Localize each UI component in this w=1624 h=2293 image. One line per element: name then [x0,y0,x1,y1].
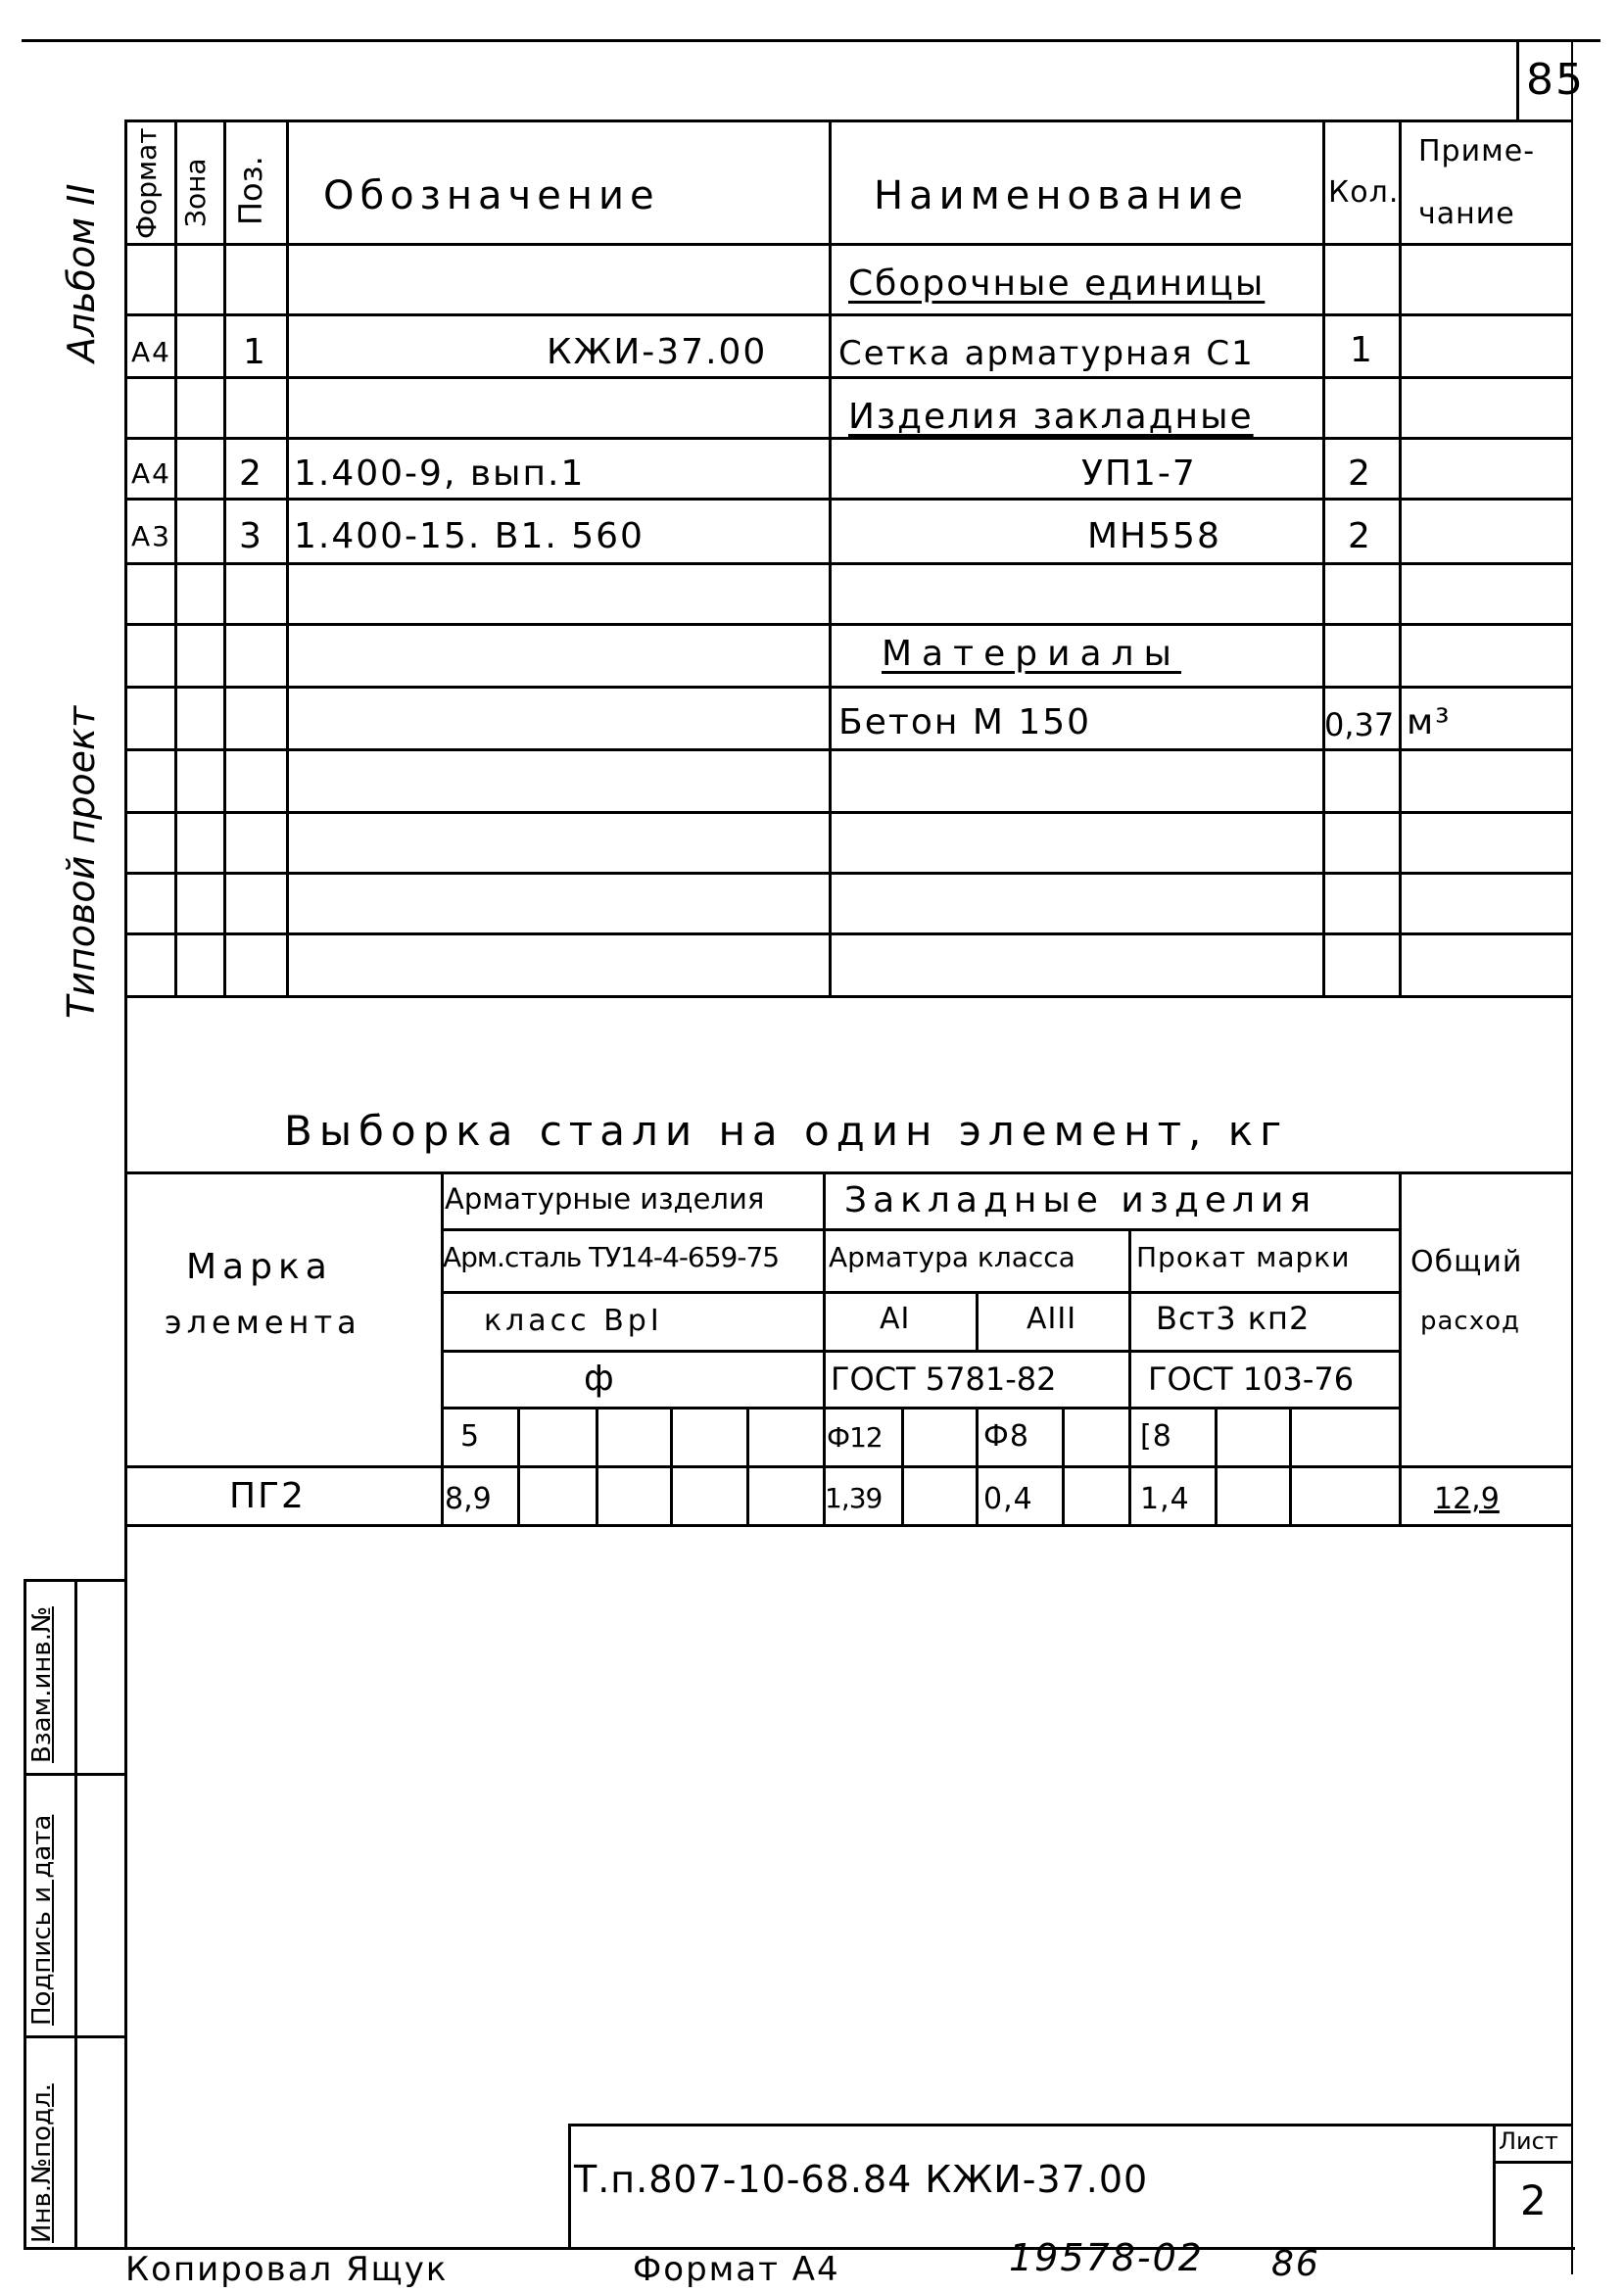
steel-size-d12: Ф12 [827,1421,883,1454]
spec-line-header [124,243,1572,246]
spec-pos: 3 [239,516,263,556]
steel-gost-5781: ГОСТ 5781-82 [831,1361,1057,1398]
steel-line [441,1228,1401,1231]
frame-top-line [22,39,1600,42]
spec-col-line [1399,119,1402,995]
spec-line [124,748,1572,751]
header-zone: Зона [179,158,212,227]
steel-col-line [596,1407,598,1524]
spec-designation: 1.400-9, вып.1 [294,454,586,494]
spec-line [124,932,1572,935]
header-name: Наименование [874,173,1249,218]
steel-mark-2: элемента [165,1304,361,1341]
stamp-sheet-label: Лист [1499,2127,1558,2155]
stamp-sheet-line [1493,2161,1573,2164]
steel-phi: ф [584,1359,616,1399]
header-note-2: чание [1418,197,1515,231]
spec-section-title: Материалы [882,634,1181,674]
spec-col-line [286,119,289,995]
margin-strip-line-2 [24,2035,125,2038]
spec-line [124,313,1572,316]
spec-line [124,686,1572,689]
footer-format: Формат А4 [633,2250,840,2289]
vzam-inv-label: Взам.инв.№ [27,1606,57,1763]
steel-rebar-class: Арматура класса [829,1241,1075,1273]
frame-left-line [124,121,127,2247]
sheet-number-box-left [1516,39,1519,121]
header-format: Формат [130,127,163,239]
steel-line-bottom [124,1524,1572,1527]
steel-line [441,1350,1401,1353]
spec-col-line [1322,119,1325,995]
spec-line [124,811,1572,814]
steel-vst: Вст3 кп2 [1156,1300,1311,1337]
header-pos: Поз. [232,156,269,225]
frame-right-line [1571,39,1573,2274]
spec-col-line [223,119,226,995]
spec-format: А4 [131,457,171,490]
steel-col-line [746,1407,749,1524]
header-qty: Кол. [1328,175,1400,210]
footer-copied: Копировал Ящук [125,2250,449,2289]
steel-size-c8: [8 [1140,1419,1172,1454]
spec-line [124,376,1572,379]
steel-class-vp: класс ВрI [484,1304,663,1338]
header-designation: Обозначение [323,173,660,218]
steel-row-mark: ПГ2 [229,1476,306,1516]
footer-page: 86 [1271,2244,1320,2284]
steel-col-line [976,1407,979,1524]
steel-gost-103: ГОСТ 103-76 [1148,1361,1355,1398]
steel-col-line [670,1407,673,1524]
sheet-number: 85 [1526,55,1585,105]
steel-total-2: расход [1420,1307,1521,1336]
steel-mark-1: Марка [186,1247,333,1287]
spec-line-top [124,119,1572,122]
steel-arm-steel: Арм.сталь ТУ14-4-659-75 [443,1241,780,1273]
steel-total-1: Общий [1410,1245,1523,1279]
steel-size-d8: Ф8 [983,1419,1029,1454]
steel-title: Выборка стали на один элемент, кг [284,1107,1289,1155]
steel-row-v8: 0,4 [983,1482,1033,1516]
spec-line [124,623,1572,626]
project-label: Типовой проект [60,705,103,1019]
steel-line-header-bottom [124,1465,1572,1468]
steel-line-top [124,1171,1572,1174]
spec-line [124,562,1572,565]
spec-line-bottom [124,995,1572,998]
spec-pos: 2 [239,454,263,494]
steel-a1: АI [880,1302,911,1336]
spec-name: УП1-7 [1081,454,1197,494]
sign-date-label: Подпись и дата [27,1814,57,2026]
spec-section-title: Изделия закладные [848,397,1254,437]
steel-row-v5: 8,9 [445,1482,492,1516]
steel-col-line [1289,1407,1292,1524]
steel-col-line [976,1291,979,1350]
stamp-sheet-divider [1493,2124,1496,2249]
margin-strip-left [24,1579,26,2247]
steel-a3: АIII [1027,1302,1077,1336]
steel-line [441,1291,1401,1294]
stamp-left [568,2124,571,2249]
spec-line [124,872,1572,875]
steel-col-line [1062,1407,1065,1524]
spec-name: МН558 [1087,516,1221,556]
margin-strip-divider [74,1579,77,2247]
spec-qty: 1 [1350,330,1374,370]
steel-col-line [441,1171,444,1524]
steel-line [441,1407,1401,1409]
margin-strip-line-1 [24,1773,125,1776]
steel-size-d5: 5 [460,1419,481,1454]
steel-row-vc8: 1,4 [1140,1482,1190,1516]
spec-qty: 0,37 [1324,706,1395,743]
steel-embedded: Закладные изделия [844,1180,1317,1220]
steel-col-line [1399,1171,1402,1524]
steel-rolled: Прокат марки [1136,1241,1351,1273]
album-label: Альбом II [60,183,103,362]
spec-col-line [829,119,832,995]
spec-format: А3 [131,520,171,552]
steel-row-v12: 1,39 [825,1482,883,1514]
inv-orig-label: Инв.№подл. [27,2083,57,2243]
spec-line [124,498,1572,501]
steel-col-line [1128,1228,1131,1524]
steel-col-line [901,1407,904,1524]
steel-row-total: 12,9 [1434,1482,1500,1516]
stamp-code: Т.п.807-10-68.84 КЖИ-37.00 [574,2158,1149,2201]
header-note-1: Приме- [1418,134,1536,168]
spec-qty: 2 [1348,454,1372,494]
stamp-top [568,2124,1573,2126]
spec-designation: 1.400-15. В1. 560 [294,516,645,556]
footer-order: 19578-02 [1009,2236,1204,2279]
stamp-sheet-number: 2 [1520,2176,1549,2224]
spec-designation: КЖИ-37.00 [547,332,768,372]
steel-col-line [1215,1407,1218,1524]
steel-arm-items: Арматурные изделия [445,1182,765,1216]
spec-section-title: Сборочные единицы [848,263,1266,304]
steel-col-line [517,1407,520,1524]
spec-qty: 2 [1348,516,1372,556]
spec-format: А4 [131,336,171,368]
spec-name: Сетка арматурная С1 [838,334,1255,373]
spec-name: Бетон М 150 [838,702,1092,742]
spec-line [124,437,1572,440]
spec-pos: 1 [243,332,267,372]
steel-col-line [823,1171,826,1524]
spec-note: м³ [1407,702,1452,742]
spec-col-line [174,119,177,995]
